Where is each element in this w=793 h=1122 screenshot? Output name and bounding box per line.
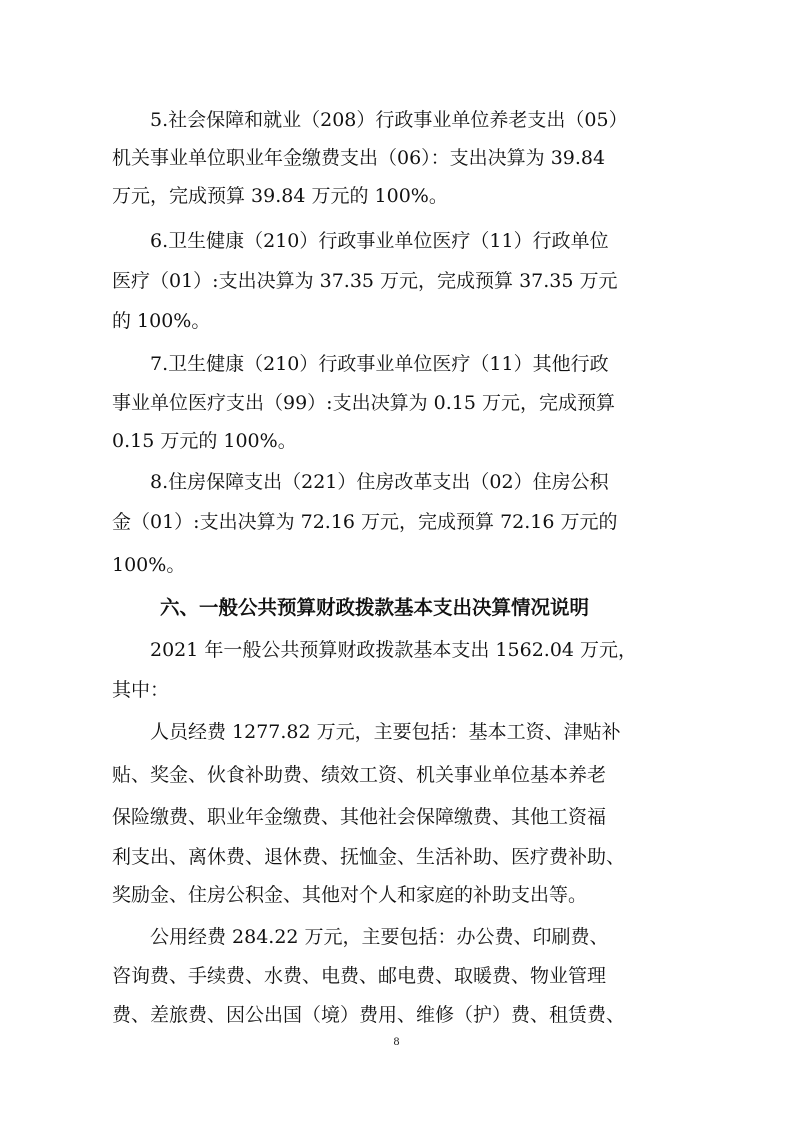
text-line: 7.卫生健康（210）行政事业单位医疗（11）其他行政	[112, 353, 609, 375]
text-line: 8.住房保障支出（221）住房改革支出（02）住房公积	[112, 471, 609, 493]
text-line: 公用经费 284.22 万元，主要包括：办公费、印刷费、	[112, 926, 609, 948]
text-line: 咨询费、手续费、水费、电费、邮电费、取暖费、物业管理	[112, 965, 607, 987]
text-line: 贴、奖金、伙食补助费、绩效工资、机关事业单位基本养老	[112, 764, 607, 786]
text-line: 100%。	[112, 554, 186, 576]
text-line: 利支出、离休费、退休费、抚恤金、生活补助、医疗费补助、	[112, 846, 626, 868]
text-line: 2021 年一般公共预算财政拨款基本支出 1562.04 万元，	[112, 639, 638, 661]
text-line: 费、差旅费、因公出国（境）费用、维修（护）费、租赁费、	[112, 1004, 626, 1026]
text-line: 保险缴费、职业年金缴费、其他社会保障缴费、其他工资福	[112, 806, 607, 828]
text-line: 事业单位医疗支出（99）:支出决算为 0.15 万元，完成预算	[112, 392, 615, 414]
text-line: 的 100%。	[112, 310, 211, 332]
text-line: 金（01）:支出决算为 72.16 万元，完成预算 72.16 万元的	[112, 511, 618, 533]
text-line: 6.卫生健康（210）行政事业单位医疗（11）行政单位	[112, 230, 609, 252]
text-line: 人员经费 1277.82 万元，主要包括：基本工资、津贴补	[112, 721, 621, 743]
text-line: 万元，完成预算 39.84 万元的 100%。	[112, 185, 448, 207]
text-line: 5.社会保障和就业（208）行政事业单位养老支出（05）	[112, 109, 628, 131]
section-heading: 六、一般公共预算财政拨款基本支出决算情况说明	[160, 596, 590, 619]
text-line: 奖励金、住房公积金、其他对个人和家庭的补助支出等。	[112, 884, 588, 906]
page-number: 8	[393, 1034, 400, 1048]
text-line: 机关事业单位职业年金缴费支出（06）：支出决算为 39.84	[112, 147, 606, 169]
text-line: 0.15 万元的 100%。	[112, 430, 297, 452]
text-line: 其中：	[112, 679, 170, 701]
text-line: 医疗（01）:支出决算为 37.35 万元，完成预算 37.35 万元	[112, 270, 618, 292]
